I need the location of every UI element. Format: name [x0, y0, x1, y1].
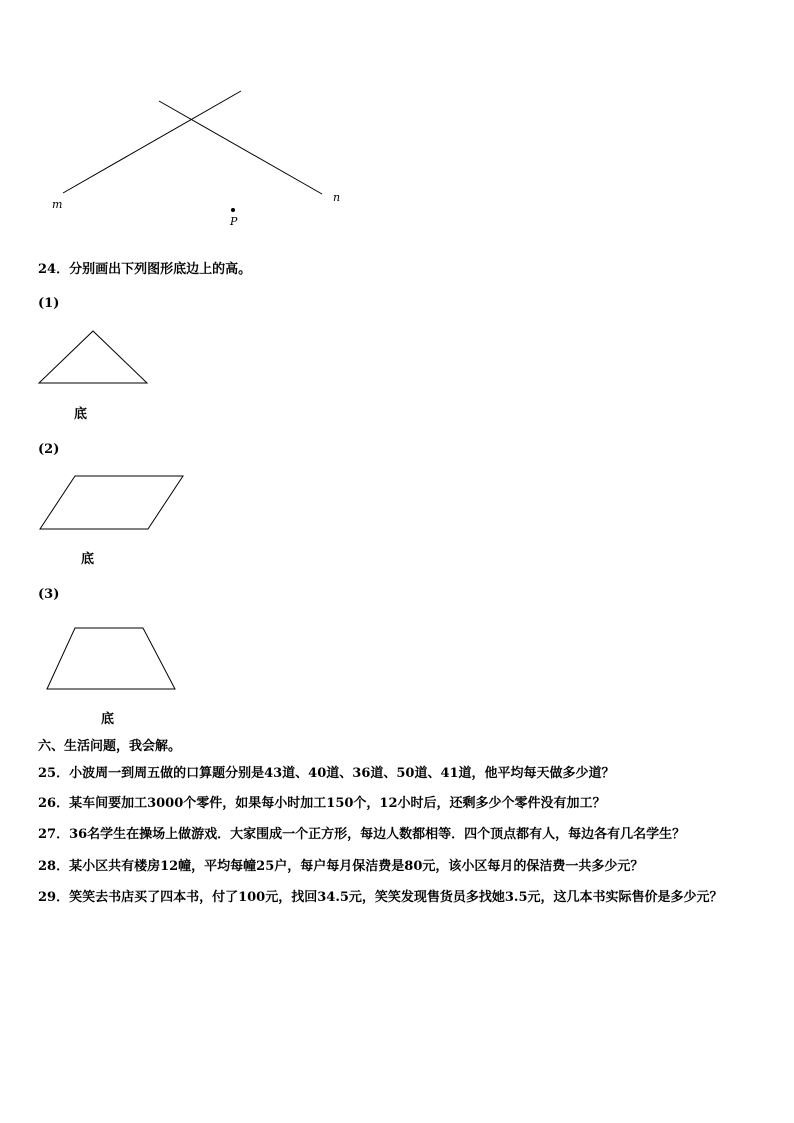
shape-3-index: (3) [38, 587, 60, 602]
question-26: 26．某车间要加工3000个零件，如果每小时加工150个，12小时后，还剩多少个零件没有加工？ [38, 796, 606, 811]
question-28: 28．某小区共有楼房12幢，平均每幢25户，每户每月保洁费是80元，该小区每月的保洁费一共多少元？ [38, 859, 644, 874]
shape-3-base-label: 底 [101, 712, 115, 727]
line-m [63, 91, 241, 193]
question-29: 29．笑笑去书店买了四本书，付了100元，找回34.5元，笑笑发现售货员多找她3.5元，这几本书实际售价是多少元？ [38, 890, 723, 905]
question-27: 27．36名学生在操场上做游戏．大家围成一个正方形，每边人数都相等．四个顶点都有人，每边各有几名学生？ [38, 827, 686, 842]
point-p [231, 208, 235, 212]
shape-1-base-label: 底 [74, 407, 88, 422]
shape-1-index: (1) [38, 296, 60, 311]
section-6-heading: 六、生活问题，我会解。 [38, 739, 182, 754]
shape-2-index: (2) [38, 442, 60, 457]
question-25: 25．小波周一到周五做的口算题分别是43道、40道、36道、50道、41道，他平均每天做多少道？ [38, 766, 615, 781]
line-n [159, 101, 322, 194]
label-p: P [230, 215, 238, 228]
intersecting-lines-figure [0, 0, 794, 240]
shape-2-base-label: 底 [81, 552, 95, 567]
label-m: m [52, 198, 63, 211]
question-24: 24．分别画出下列图形底边上的高。 [38, 262, 252, 277]
label-n: n [333, 191, 341, 204]
